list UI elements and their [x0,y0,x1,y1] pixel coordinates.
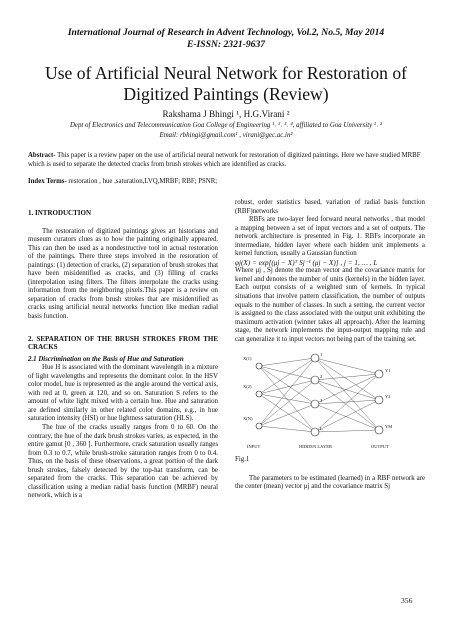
index-terms [28,178,426,185]
where-paragraph: Where μj , Sj denote the mean vector and the covariance matrix for kernel and denotes the number of units (kernels) in the hidden layer. Each output consists of a weighted sum of kernels. In typical situations that involve pattern classification, the number of outputs equals to the number of classes. In such a setting, the current vector is assigned to the class associated with the output unit exhibiting the maximum activation (winner takes all approach). After the learning stage, the network implements the input-output mapping rule and can generalize it to input vectors not being part of the training set. [235,267,425,343]
abstract [28,151,426,169]
abstract-label: Abstract- [28,152,56,159]
figure-caption: Fig.1 [235,456,250,464]
parameters-paragraph: The parameters to be estimated (learned) in a RBF network are the center (mean) vector μj and the covariance matrix Sj [235,474,425,491]
affiliation-block [0,121,452,141]
section-2-1-heading: 2.1 Discrimination on the Basis of Hue and Saturation [28,355,184,363]
mrbf-paragraph: robust, order statistics based, variation of radial basis function (RBF)networks [235,199,425,215]
input-node [256,391,262,397]
page-number: 356 [401,596,413,605]
authors: Rakshama J Bhingi ¹, H.G.Virani ² [162,109,290,119]
hidden-layer-label: HIDDEN LAYER [299,444,332,450]
hidden-label-l: L [320,426,323,432]
email: Email: rbhingi@gmail.com¹ , virani@gec.ac.in² [159,132,293,139]
hidden-node [311,376,319,384]
output-label-2: Y2 [385,394,391,400]
hidden-label-3: 3 [320,398,323,404]
output-layer-label: OUTPUT [371,444,389,450]
output-node [375,396,383,404]
affiliation: Dept of Electronics and Telecommunication Goa College of Engineering ¹˒ ²˒ ³˒ ⁴, affiliated to Goa University ¹˒ ² [69,122,383,129]
section-2-heading: 2. SEPARATION OF THE BRUSH STROKES FROM THE CRACKS [28,334,218,352]
rbf-paragraph: RBFs are two-layer feed forward neural networks , that model a mapping between a set of input vectors and a set of outputs. The network architecture is presented in Fig. 1. RBFs incorporate an intermediate, hidden layer where each hidden unit implements a kernel function, usually a Gaussian function [235,216,425,258]
hue-paragraph: Hue H is associated with the dominant wavelength in a mixture of light wavelengths and represents the dominant color. In the HSV color model, hue is represented as the angle around the vertical axis, with red at 0, green at 120, and so on. Saturation S refers to the amount of white light mixed with a certain hue. Hue and saturation are defined similarly in other related color domains, e.g., in hue saturation intensity (HSI) or hue lightness saturation (HLS). [28,364,218,423]
input-node [256,423,262,429]
hidden-node [311,428,319,436]
saturation-paragraph: The hue of the cracks usually ranges from 0 to 60. On the contrary, the hue of the dark brush strokes varies, as expected, in the entire gamut [0 , 360 ]. Furthermore, crack saturation usually ranges from 0.3 to 0.7, while brush-stroke saturation ranges from 0 to 0.4. Thus, on the basis of these observations, a great portion of the dark brush strokes, falsely detected by the top-hat transform, can be separated from the cracks. This separation can be achieved by classification using a median radial basis function (MRBF) neural network, which is a [28,424,218,500]
paper-title: Use of Artificial Neural Network for Restoration of Digitized Paintings (Review) [44,63,408,104]
index-terms-text: restoration , hue ,saturation,LVQ,MRBF; RBF; PSNR; [66,178,218,185]
input-node [256,363,262,369]
output-node [375,370,383,378]
gaussian-equation: φj(X) = exp[(μj − X)ᵀ Sj⁻¹ (μj − X)] , j = 1, … , L [235,258,378,267]
output-label-1: Y1 [385,368,391,374]
abstract-text: This paper is a review paper on the use of artificial neural network for restoration of digitized paintings. Here we have studied MRBF which is used to separate the detected cracks from brush strokes which are identified as cracks. [28,152,421,168]
left-column [28,199,218,501]
rbf-network-diagram [243,348,413,454]
rbf-network-figure [243,348,413,454]
hidden-label-2: 2 [320,374,323,380]
output-node [375,426,383,434]
journal-header: International Journal of Research in Advent Technology, Vol.2, No.5, May 2014 [67,27,385,38]
input-layer-label: INPUT [247,444,261,450]
issn-header: E-ISSN: 2321-9637 [186,39,266,50]
hidden-node [311,400,319,408]
input-label-n: X(N) [243,416,253,422]
right-column [235,199,425,492]
hidden-node [311,354,319,362]
input-label-1: X(1) [243,356,252,362]
output-label-m: YM [385,424,393,430]
intro-paragraph: The restoration of digitized paintings gives art historians and museum curators clues as to how the painting originally appeared. This can then be used as a nondestructive tool in actual restoration of the paintings. There three steps involved in the restoration of paintings: (1) detection of cracks, (2) separation of brush strokes that have been misidentified as cracks, and (3) filling of cracks (interpolation using filters. The filters interpolate the cracks using information from the neighboring pixels.This paper is a review on separation of cracks from brush strokes that are misidentified as cracks using artificial neural networks function like median radial basis function. [28,227,219,321]
intro-heading: 1. INTRODUCTION [28,209,92,217]
input-label-2: X(2) [243,384,252,390]
hidden-label-1: 1 [320,352,323,358]
connection-lines [259,358,379,432]
index-terms-label: Index Terms- [28,178,67,185]
